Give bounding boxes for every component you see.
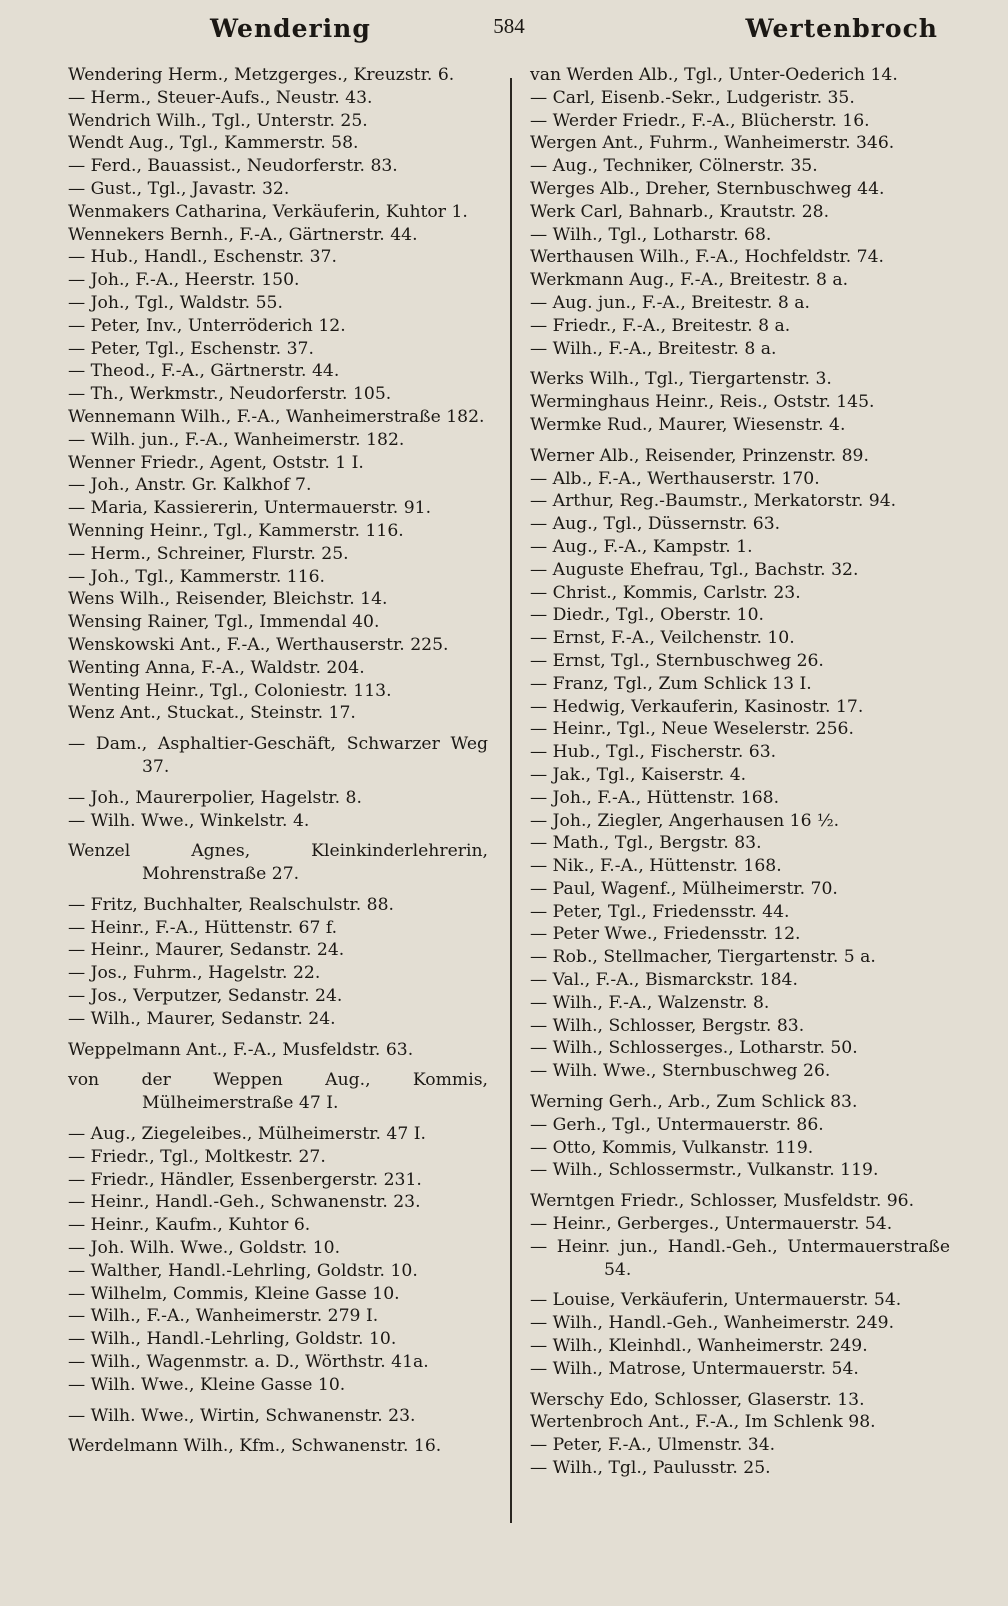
directory-entry: — Paul, Wagenf., Mülheimerstr. 70. xyxy=(530,878,838,899)
directory-entry: — Wilh., Schlosser, Bergstr. 83. xyxy=(530,1015,805,1036)
directory-entry: Wenskowski Ant., F.-A., Werthauserstr. 225. xyxy=(68,634,449,655)
directory-entry: — Wilh. Wwe., Winkelstr. 4. xyxy=(68,810,310,831)
directory-entry: — Joh., Tgl., Kammerstr. 116. xyxy=(68,566,326,587)
directory-entry: — Joh., F.-A., Hüttenstr. 168. xyxy=(530,787,780,808)
page-header xyxy=(70,14,948,54)
directory-entry: Wennemann Wilh., F.-A., Wanheimerstraße 182. xyxy=(68,406,485,427)
directory-entry: — Joh., Ziegler, Angerhausen 16 ½. xyxy=(530,810,840,831)
directory-entry: — Werder Friedr., F.-A., Blücherstr. 16. xyxy=(530,110,870,131)
directory-entry: — Joh., Anstr. Gr. Kalkhof 7. xyxy=(68,475,312,496)
directory-entry: Werks Wilh., Tgl., Tiergartenstr. 3. xyxy=(530,369,832,390)
directory-entry: Wermke Rud., Maurer, Wiesenstr. 4. xyxy=(530,414,846,435)
directory-entry: — Christ., Kommis, Carlstr. 23. xyxy=(530,582,801,603)
directory-entry: Wendering Herm., Metzgerges., Kreuzstr. 6. xyxy=(68,65,455,85)
directory-entry: Werkmann Aug., F.-A., Breitestr. 8 a. xyxy=(530,270,849,291)
directory-entry: Wendt Aug., Tgl., Kammerstr. 58. xyxy=(68,133,359,154)
directory-entry: — Wilh., Schlossermstr., Vulkanstr. 119. xyxy=(530,1160,879,1181)
directory-entry: — Joh., Tgl., Waldstr. 55. xyxy=(68,292,283,313)
directory-entry: — Fritz, Buchhalter, Realschulstr. 88. xyxy=(68,894,394,915)
directory-entry: — Heinr., Handl.-Geh., Schwanenstr. 23. xyxy=(68,1192,421,1213)
directory-entry: — Arthur, Reg.-Baumstr., Merkatorstr. 94. xyxy=(530,491,897,512)
directory-entry: — Wilh., Maurer, Sedanstr. 24. xyxy=(68,1008,336,1029)
directory-entry: — Jak., Tgl., Kaiserstr. 4. xyxy=(530,764,747,785)
directory-entry: — Louise, Verkäuferin, Untermauerstr. 54. xyxy=(530,1290,902,1311)
directory-entry: — Wilhelm, Commis, Kleine Gasse 10. xyxy=(68,1283,400,1304)
directory-entry: — Auguste Ehefrau, Tgl., Bachstr. 32. xyxy=(530,559,859,580)
directory-entry: — Wilh. jun., F.-A., Wanheimerstr. 182. xyxy=(68,429,405,450)
directory-entry: — Peter, F.-A., Ulmenstr. 34. xyxy=(530,1435,776,1456)
directory-entry: — Wilh. Wwe., Sternbuschweg 26. xyxy=(530,1061,831,1082)
directory-entry: — Friedr., Tgl., Moltkestr. 27. xyxy=(68,1146,326,1167)
directory-entry: — Wilh., F.-A., Walzenstr. 8. xyxy=(530,992,770,1013)
directory-entry: — Carl, Eisenb.-Sekr., Ludgeristr. 35. xyxy=(530,87,855,108)
directory-entry: Wensing Rainer, Tgl., Immendal 40. xyxy=(68,612,380,633)
directory-entry: — Wilh. Wwe., Kleine Gasse 10. xyxy=(68,1374,346,1395)
directory-entry: Wens Wilh., Reisender, Bleichstr. 14. xyxy=(68,589,388,610)
directory-entry: — Gerh., Tgl., Untermauerstr. 86. xyxy=(530,1114,824,1135)
directory-entry: — Aug., Techniker, Cölnerstr. 35. xyxy=(530,156,818,177)
directory-entry: — Friedr., F.-A., Breitestr. 8 a. xyxy=(530,315,791,336)
left-column xyxy=(68,64,488,1458)
directory-entry: — Hub., Handl., Eschenstr. 37. xyxy=(68,247,337,268)
directory-entry: — Rob., Stellmacher, Tiergartenstr. 5 a. xyxy=(530,947,876,968)
directory-entry: — Wilh., F.-A., Wanheimerstr. 279 I. xyxy=(68,1306,379,1327)
directory-entry: — Wilh., F.-A., Breitestr. 8 a. xyxy=(530,338,777,359)
directory-entry: — Heinr., Tgl., Neue Weselerstr. 256. xyxy=(530,719,854,740)
directory-entry: — Herm., Steuer-Aufs., Neustr. 43. xyxy=(68,87,373,108)
directory-entry: — Wilh., Matrose, Untermauerstr. 54. xyxy=(530,1358,859,1379)
directory-entry: — Joh., Maurerpolier, Hagelstr. 8. xyxy=(68,787,362,808)
directory-entry: Wenz Ant., Stuckat., Steinstr. 17. xyxy=(68,703,356,724)
directory-entry: — Wilh., Kleinhdl., Wanheimerstr. 249. xyxy=(530,1336,868,1357)
running-head-left: Wendering xyxy=(210,14,371,43)
directory-entry: — Ernst, Tgl., Sternbuschweg 26. xyxy=(530,650,824,671)
directory-entry: — Alb., F.-A., Werthauserstr. 170. xyxy=(530,468,820,489)
page-number: 584 xyxy=(493,14,525,38)
directory-entry: Werntgen Friedr., Schlosser, Musfeldstr. 96. xyxy=(530,1191,915,1212)
directory-entry: — Gust., Tgl., Javastr. 32. xyxy=(68,178,290,199)
directory-entry: Werminghaus Heinr., Reis., Oststr. 145. xyxy=(530,392,875,413)
directory-entry: — Ferd., Bauassist., Neudorferstr. 83. xyxy=(68,156,398,177)
directory-entry: — Peter, Tgl., Eschenstr. 37. xyxy=(68,338,314,359)
directory-entry: — Peter, Inv., Unterröderich 12. xyxy=(68,315,346,336)
directory-entry: Wendrich Wilh., Tgl., Unterstr. 25. xyxy=(68,110,368,131)
directory-entry: — Joh. Wilh. Wwe., Goldstr. 10. xyxy=(68,1238,341,1259)
directory-entry: — Aug. jun., F.-A., Breitestr. 8 a. xyxy=(530,292,810,313)
directory-entry: — Peter Wwe., Friedensstr. 12. xyxy=(530,924,801,945)
directory-entry: Wenting Anna, F.-A., Waldstr. 204. xyxy=(68,657,365,678)
running-head-right: Wertenbroch xyxy=(745,14,938,43)
directory-entry: van Werden Alb., Tgl., Unter-Oederich 14. xyxy=(530,65,898,85)
directory-entry: — Walther, Handl.-Lehrling, Goldstr. 10. xyxy=(68,1260,418,1281)
right-column xyxy=(530,64,950,1480)
directory-entry: Werk Carl, Bahnarb., Krautstr. 28. xyxy=(530,201,830,222)
directory-entry: Werdelmann Wilh., Kfm., Schwanenstr. 16. xyxy=(68,1436,442,1457)
column-divider xyxy=(510,78,512,1523)
directory-entry: — Wilh., Schlosserges., Lotharstr. 50. xyxy=(530,1038,858,1059)
directory-entry: — Aug., F.-A., Kampstr. 1. xyxy=(530,536,753,557)
directory-entry: Wenner Friedr., Agent, Oststr. 1 I. xyxy=(68,452,364,473)
directory-entry: Wenzel Agnes, Kleinkinderlehrerin, Mohrenstraße 27. xyxy=(68,841,488,885)
directory-entry: — Jos., Fuhrm., Hagelstr. 22. xyxy=(68,963,321,984)
directory-entry: Werges Alb., Dreher, Sternbuschweg 44. xyxy=(530,178,885,199)
directory-entry: Wenmakers Catharina, Verkäuferin, Kuhtor 1. xyxy=(68,201,468,222)
directory-entry: — Nik., F.-A., Hüttenstr. 168. xyxy=(530,856,782,877)
directory-entry: Wergen Ant., Fuhrm., Wanheimerstr. 346. xyxy=(530,133,895,154)
directory-entry: — Joh., F.-A., Heerstr. 150. xyxy=(68,270,300,291)
directory-entry: — Val., F.-A., Bismarckstr. 184. xyxy=(530,970,798,991)
directory-entry: — Wilh. Wwe., Wirtin, Schwanenstr. 23. xyxy=(68,1405,416,1426)
directory-entry: Werning Gerh., Arb., Zum Schlick 83. xyxy=(530,1092,858,1113)
directory-entry: — Heinr., Gerberges., Untermauerstr. 54. xyxy=(530,1214,893,1235)
directory-entry: — Hedwig, Verkauferin, Kasinostr. 17. xyxy=(530,696,864,717)
directory-entry: — Hub., Tgl., Fischerstr. 63. xyxy=(530,742,777,763)
directory-entry: — Wilh., Wagenmstr. a. D., Wörthstr. 41a. xyxy=(68,1352,429,1373)
directory-entry: Werthausen Wilh., F.-A., Hochfeldstr. 74. xyxy=(530,247,884,268)
directory-entry: — Aug., Tgl., Düssernstr. 63. xyxy=(530,514,781,535)
directory-entry: — Heinr. jun., Handl.-Geh., Untermauerstraße 54. xyxy=(530,1236,950,1280)
directory-entry: Werner Alb., Reisender, Prinzenstr. 89. xyxy=(530,445,869,466)
directory-entry: — Jos., Verputzer, Sedanstr. 24. xyxy=(68,986,343,1007)
directory-entry: — Otto, Kommis, Vulkanstr. 119. xyxy=(530,1137,814,1158)
directory-entry: — Franz, Tgl., Zum Schlick 13 I. xyxy=(530,673,812,694)
directory-entry: — Wilh., Handl.-Geh., Wanheimerstr. 249. xyxy=(530,1313,895,1334)
directory-entry: — Wilh., Tgl., Lotharstr. 68. xyxy=(530,224,772,245)
directory-entry: — Aug., Ziegeleibes., Mülheimerstr. 47 I. xyxy=(68,1124,427,1145)
directory-entry: — Heinr., F.-A., Hüttenstr. 67 f. xyxy=(68,917,338,938)
directory-entry: — Friedr., Händler, Essenbergerstr. 231. xyxy=(68,1169,422,1190)
directory-entry: Wennekers Bernh., F.-A., Gärtnerstr. 44. xyxy=(68,224,418,245)
directory-entry: — Theod., F.-A., Gärtnerstr. 44. xyxy=(68,361,340,382)
directory-entry: Weppelmann Ant., F.-A., Musfeldstr. 63. xyxy=(68,1039,414,1060)
directory-entry: Werschy Edo, Schlosser, Glaserstr. 13. xyxy=(530,1389,865,1410)
directory-entry: — Dam., Asphaltier-Geschäft, Schwarzer Weg 37. xyxy=(68,734,488,777)
directory-entry: — Peter, Tgl., Friedensstr. 44. xyxy=(530,901,790,922)
directory-entry: — Ernst, F.-A., Veilchenstr. 10. xyxy=(530,628,795,649)
directory-entry: Wenting Heinr., Tgl., Coloniestr. 113. xyxy=(68,680,392,701)
directory-entry: — Math., Tgl., Bergstr. 83. xyxy=(530,833,762,854)
directory-entry: von der Weppen Aug., Kommis, Mülheimerstraße 47 I. xyxy=(68,1070,488,1114)
directory-entry: — Th., Werkmstr., Neudorferstr. 105. xyxy=(68,384,392,405)
directory-entry: — Wilh., Handl.-Lehrling, Goldstr. 10. xyxy=(68,1329,397,1350)
directory-entry: Wenning Heinr., Tgl., Kammerstr. 116. xyxy=(68,520,404,541)
directory-entry: — Maria, Kassiererin, Untermauerstr. 91. xyxy=(68,498,432,519)
directory-entry: — Heinr., Kaufm., Kuhtor 6. xyxy=(68,1215,311,1236)
directory-entry: Wertenbroch Ant., F.-A., Im Schlenk 98. xyxy=(530,1412,876,1433)
directory-entry: — Heinr., Maurer, Sedanstr. 24. xyxy=(68,940,345,961)
directory-entry: — Diedr., Tgl., Oberstr. 10. xyxy=(530,605,764,626)
directory-entry: — Herm., Schreiner, Flurstr. 25. xyxy=(68,543,349,564)
directory-entry: — Wilh., Tgl., Paulusstr. 25. xyxy=(530,1458,771,1479)
